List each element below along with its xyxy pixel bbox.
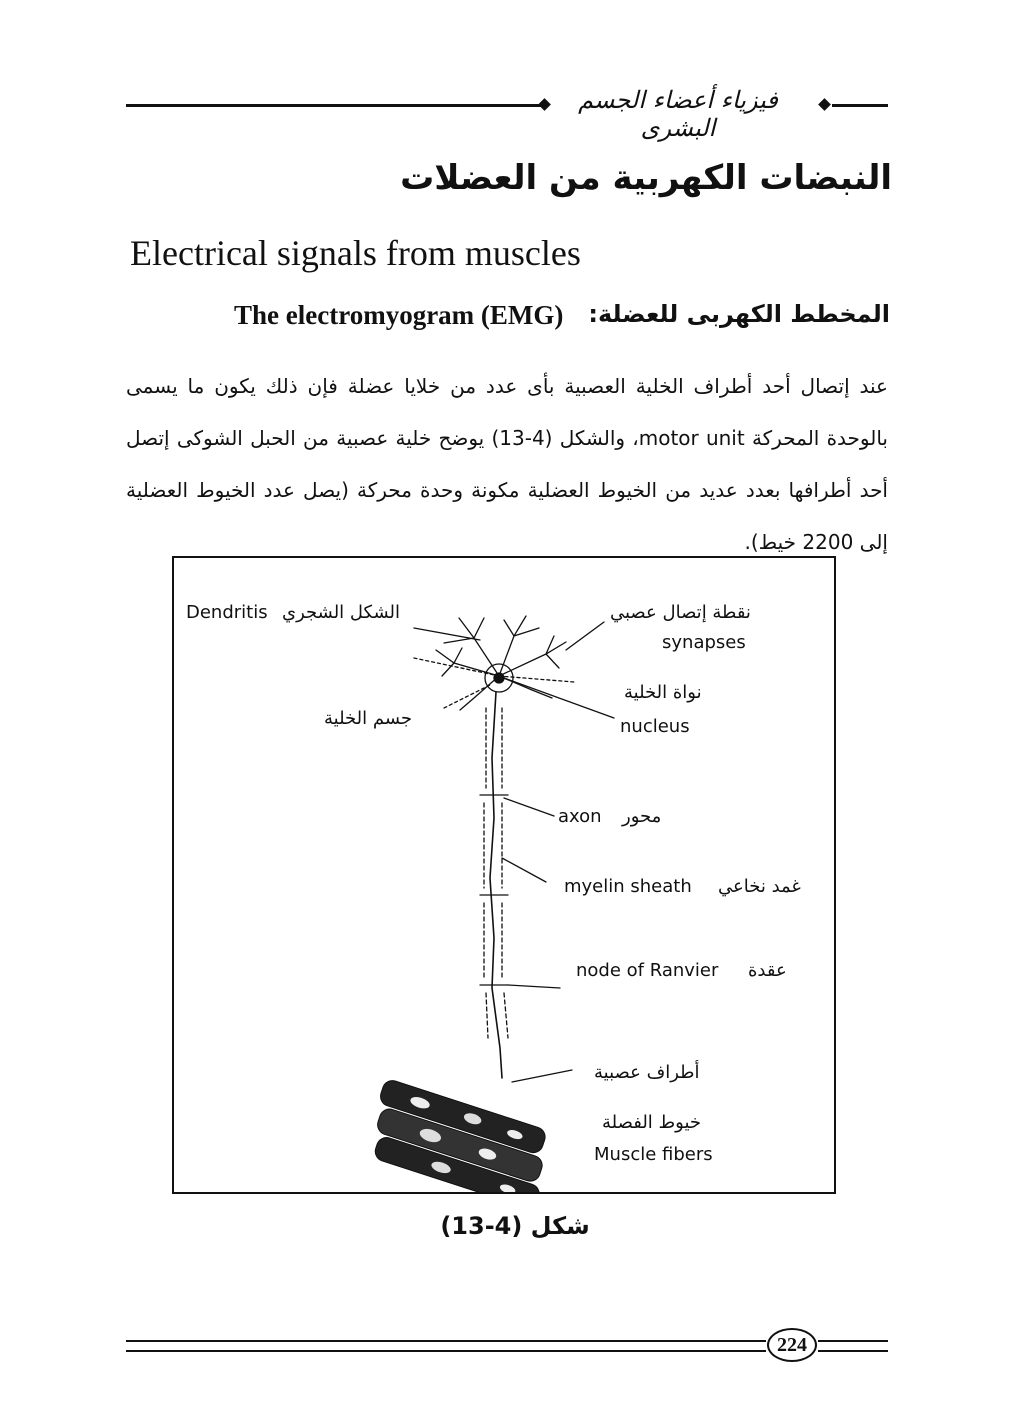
label-dendritis-en: Dendritis xyxy=(186,602,268,623)
leader-dendritis xyxy=(414,628,480,640)
dendrite-branch xyxy=(499,636,566,676)
label-nucleus-ar: نواة الخلية xyxy=(624,682,702,703)
running-header-title: فيزياء أعضاء الجسم البشرى xyxy=(578,86,778,142)
label-cell-body-ar: جسم الخلية xyxy=(324,708,413,729)
header-rule-right xyxy=(832,104,888,107)
label-terminals-ar: أطراف عصبية xyxy=(594,1062,700,1083)
leader-terminals xyxy=(512,1070,572,1082)
leader-ranvier xyxy=(508,985,560,988)
label-axon-en: axon xyxy=(558,806,602,827)
subsection-title-english: The electromyogram (EMG) xyxy=(234,300,564,330)
leader-synapses xyxy=(566,622,604,650)
label-axon-ar: محور xyxy=(622,806,662,827)
label-synapses-en: synapses xyxy=(662,632,746,653)
page-number: 224 xyxy=(767,1328,817,1362)
footer-rule-top xyxy=(126,1340,766,1342)
figure-caption: شكل (4-13) xyxy=(440,1212,590,1240)
muscle-fibers-bundle xyxy=(361,1078,559,1192)
label-myelin-ar: غمد نخاعي xyxy=(718,876,801,897)
subsection-heading xyxy=(234,300,890,340)
leader-nucleus xyxy=(504,678,614,718)
footer-rule-right-bottom xyxy=(818,1350,888,1352)
label-dendritis-ar: الشكل الشجري xyxy=(282,602,401,623)
label-myelin-en: myelin sheath xyxy=(564,876,692,897)
axon-line xyxy=(490,692,502,1078)
neuron-illustration xyxy=(174,558,834,1192)
leader-myelin xyxy=(502,858,546,882)
header-diamond-right xyxy=(818,98,831,111)
label-synapses-ar: نقطة إتصال عصبي xyxy=(610,602,751,623)
section-title-english: Electrical signals from muscles xyxy=(130,233,581,273)
label-ranvier-ar: عقدة xyxy=(748,960,787,981)
cell-nucleus xyxy=(494,673,504,683)
myelin-segment xyxy=(484,803,502,888)
footer-rule-bottom xyxy=(126,1350,766,1352)
subsection-title-arabic: المخطط الكهربى للعضلة: xyxy=(588,300,890,328)
leader-axon xyxy=(504,798,554,816)
label-fibers-ar: خيوط الفصلة xyxy=(602,1112,702,1133)
figure-frame xyxy=(172,556,836,1194)
label-ranvier-en: node of Ranvier xyxy=(576,960,719,981)
section-title-arabic: النبضات الكهربية من العضلات xyxy=(400,158,892,198)
label-nucleus-en: nucleus xyxy=(620,716,690,737)
body-paragraph: عند إتصال أحد أطراف الخلية العصبية بأى عدد من خلايا عضلة فإن ذلك يكون ما يسمى بالوحدة المحركة motor unit، والشكل (4-13) يوضح خلية عصبية من الحبل الشوكى إتصل أحد أطرافها بعدد عديد من الخيوط العضلية مكونة وحدة محركة (يصل عدد الخيوط العضلية إلى 2200 خيط). xyxy=(126,374,888,554)
footer-rule-right-top xyxy=(818,1340,888,1342)
label-fibers-en: Muscle fibers xyxy=(594,1144,713,1165)
header-rule-left xyxy=(126,104,546,107)
leader-cell-body xyxy=(444,684,492,708)
